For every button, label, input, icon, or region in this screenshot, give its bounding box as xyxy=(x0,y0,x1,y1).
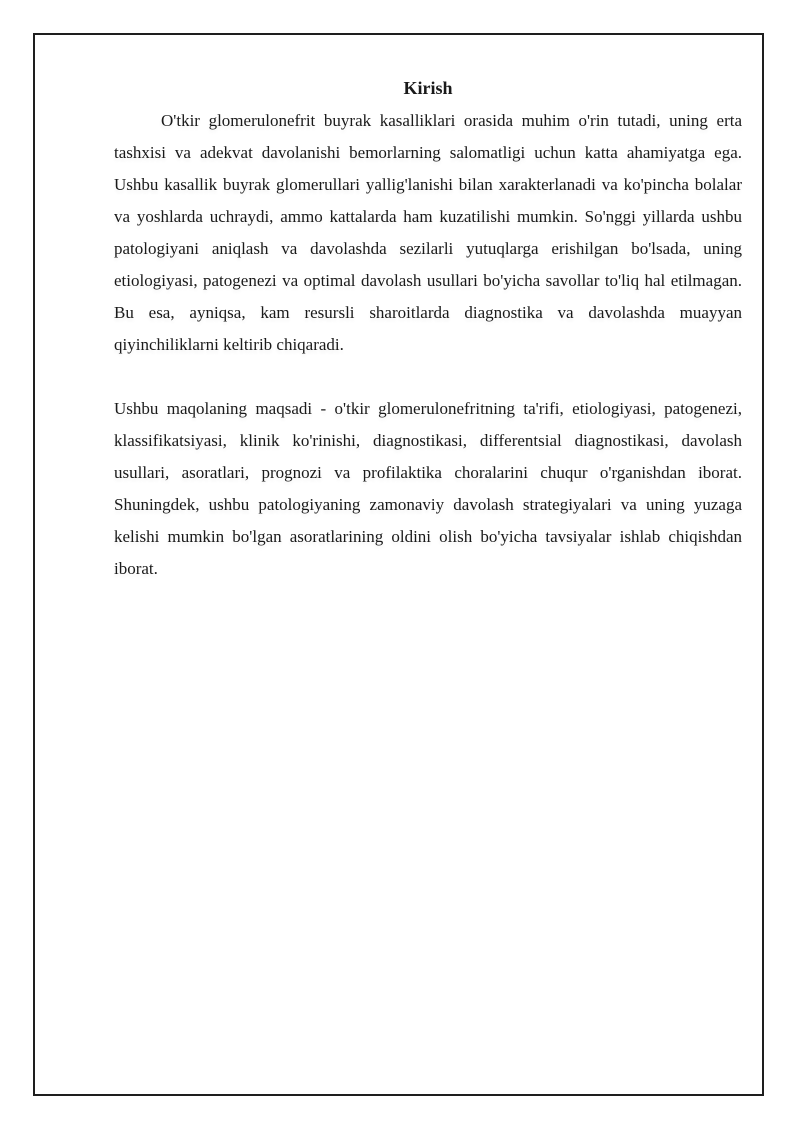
document-body xyxy=(114,76,742,585)
section-title: Kirish xyxy=(403,78,453,98)
paragraph-introduction: O'tkir glomerulonefrit buyrak kasalliklari orasida muhim o'rin tutadi, uning erta tashxisi va adekvat davolanishi bemorlarning salomatligi uchun katta ahamiyatga ega. Ushbu kasallik buyrak glomerullari yallig'lanishi bilan xarakterlanadi va ko'pincha bolalar va yoshlarda uchraydi, ammo kattalarda ham kuzatilishi mumkin. So'nggi yillarda ushbu patologiyani aniqlash va davolashda sezilarli yutuqlarga erishilgan bo'lsada, uning etiologiyasi, patogenezi va optimal davolash usullari bo'yicha savollar to'liq hal etilmagan. Bu esa, ayniqsa, kam resursli sharoitlarda diagnostika va davolashda muayyan qiyinchiliklarni keltirib chiqaradi. xyxy=(114,111,742,354)
paragraph-purpose: Ushbu maqolaning maqsadi - o'tkir glomerulonefritning ta'rifi, etiologiyasi, patogenezi, klassifikatsiyasi, klinik ko'rinishi, diagnostikasi, differentsial diagnostikasi, davolash usullari, asoratlari, prognozi va profilaktika choralarini chuqur o'rganishdan iborat. Shuningdek, ushbu patologiyaning zamonaviy davolash strategiyalari va uning yuzaga kelishi mumkin bo'lgan asoratlarining oldini olish bo'yicha tavsiyalar ishlab chiqishdan iborat. xyxy=(114,399,742,578)
